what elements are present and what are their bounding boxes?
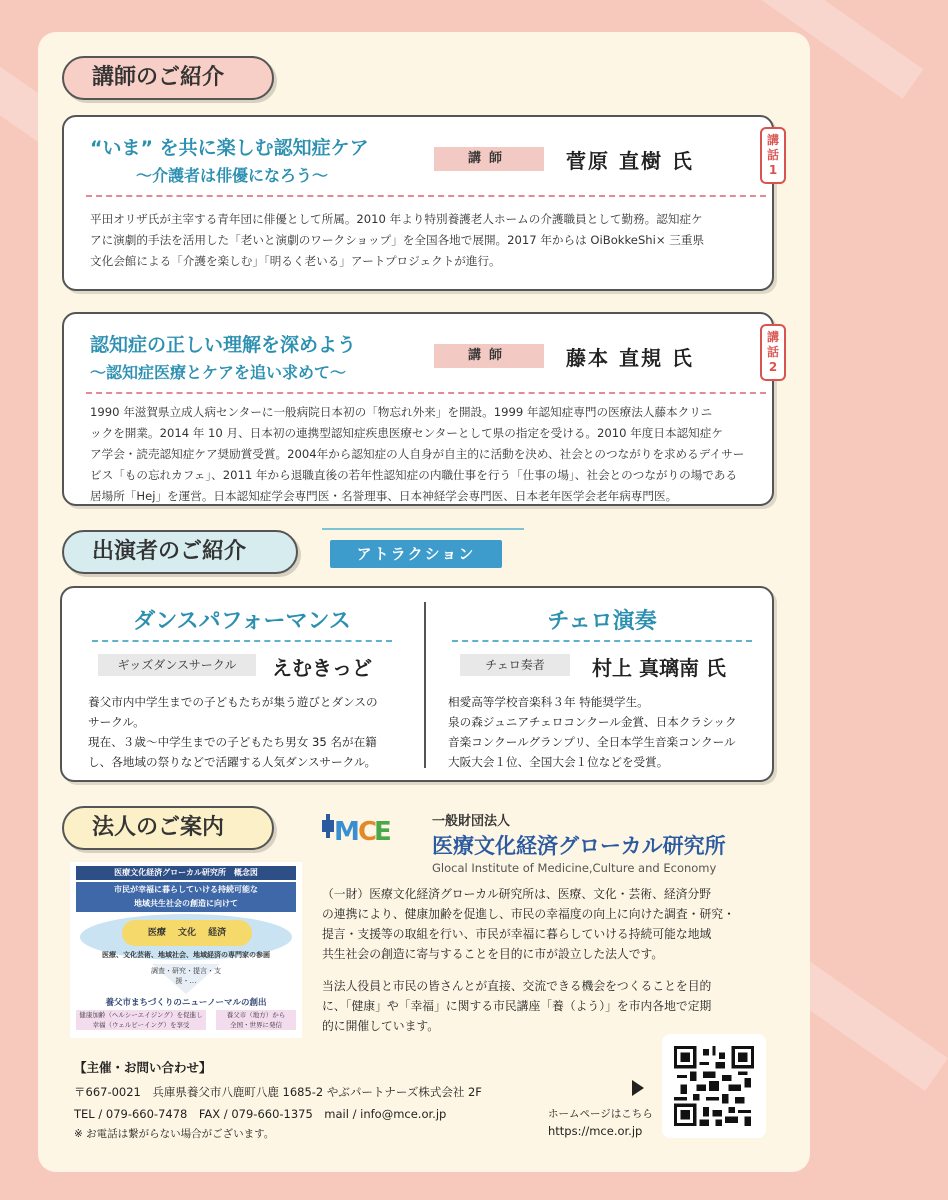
talk-title: “いま” を共に楽しむ認知症ケア <box>90 137 369 159</box>
performers-card <box>60 586 774 782</box>
diagram-box-1: 健康加齢（ヘルシーエイジング）を促進し 幸福（ウェルビーイング）を享受 <box>76 1010 206 1030</box>
svg-text:E: E <box>374 817 392 847</box>
svg-text:M: M <box>334 817 360 847</box>
lecturer-bio: 1990 年滋賀県立成人病センターに一般病院日本初の「物忘れ外来」を開設。1999 年認知症専門の医療法人藤本クリニ ックを開業。2014 年 10 月、日本初の連携型認知症疾患医療センターとして県の指定を受ける。2010 年度日本認知症ケ ア学会・読売認知症ケア奨励賞受賞。2004年から認知症の人自身が自主的に活動を決め、社会とのつながりを求めるデイサー ビス「もの忘れカフェ」、2011 年から退職直後の若年性認知症の内職仕事を行う「仕事の場」、社会とのつながりの場である 居場所「Hej」を運営。日本認知症学会専門医・名誉理事、日本神経学会専門医、日本老年医学会老年病専門医。 <box>90 405 745 503</box>
qr-code[interactable] <box>662 1034 766 1138</box>
contact-phone: TEL / 079-660-7478 FAX / 079-660-1375 mail / info@mce.or.jp <box>74 1107 447 1121</box>
contact-note: ※ お電話は繋がらない場合がございます。 <box>74 1128 275 1140</box>
attraction-line <box>322 528 524 530</box>
performance-title: ダンスパフォーマンス <box>133 609 351 634</box>
section-header-corporation <box>62 806 274 850</box>
org-description-2: 当法人役員と市民の皆さんとが直接、交流できる機会をつくることを目的 に、「健康」や「幸福」に関する市民講座「養（よう）」を市内各地で定期 的に開催しています。 <box>322 979 712 1033</box>
diagram-activities: 調査・研究・提言・支援・… <box>151 967 221 985</box>
play-arrow-icon <box>632 1080 644 1096</box>
section-header-performers <box>62 530 298 574</box>
mce-logo <box>322 806 392 850</box>
performer-description: 相愛高等学校音楽科３年 特能奨学生。 泉の森ジュニアチェロコンクール金賞、日本クラシック 音楽コンクールグランプリ、全日本学生音楽コンクール 大阪大会１位、全国大会１位などを受賞。 <box>448 695 737 769</box>
org-name: 医療文化経済グローカル研究所 <box>432 834 726 858</box>
talk-subtitle: 〜認知症医療とケアを追い求めて〜 <box>90 363 347 382</box>
section-title: 法人のご案内 <box>92 815 225 840</box>
diagram-banner: 市民が幸福に暮らしていける持続可能な 地域共生社会の創造に向けて <box>76 882 296 912</box>
role-tag: 講師 <box>434 147 544 171</box>
org-english-name: Glocal Institute of Medicine,Culture and Economy <box>432 861 717 875</box>
org-type: 一般財団法人 <box>432 814 511 829</box>
performer-tag: ギッズダンスサークル <box>98 654 256 676</box>
talk-badge: 講 話 1 <box>760 127 786 184</box>
dashed-divider <box>92 640 392 642</box>
performer-tag: チェロ奏者 <box>460 654 570 676</box>
lecturer-bio: 平田オリザ氏が主宰する青年団に俳優として所属。2010 年より特別養護老人ホームの介護職員として勤務。認知症ケ アに演劇的手法を活用した「老いと演劇のワークショップ」を全国各地で展開。2017 年からは OiBokkeShi× 三重県 文化会館による「介護を楽しむ」「明るく老いる」アートプロジェクトが進行。 <box>90 212 705 268</box>
mce-logo-icon <box>322 806 392 850</box>
qr-code-icon <box>674 1046 754 1126</box>
contact-address: 〒667-0021 兵庫県養父市八鹿町八鹿 1685-2 やぶパートナーズ株式会社 2F <box>74 1085 482 1099</box>
performance-title: チェロ演奏 <box>547 609 657 634</box>
talk-title: 認知症の正しい理解を深めよう <box>90 334 357 356</box>
talk-subtitle: 〜介護者は俳優になろう〜 <box>136 166 329 185</box>
talk-badge: 講 話 2 <box>760 324 786 381</box>
talk-card-1 <box>62 115 779 291</box>
performer-name: 村上 真璃南 氏 <box>592 656 726 680</box>
performer-description: 養父市内中学生までの子どもたちが集う遊びとダンスの サークル。 現在、３歳〜中学生までの子どもたち男女 35 名が在籍 し、各地域の祭りなどで活躍する人気ダンスサークル。 <box>88 695 378 769</box>
org-description-1: （一財）医療文化経済グローカル研究所は、医療、文化・芸術、経済分野 の連携により、健康加齢を促進し、市民の幸福度の向上に向けた調査・研究・ 提言・支援等の取組を行い、市民が幸福に暮らしていける持続可能な地域 共生社会の創造に寄与することを目的に市が設立した法人です。 <box>322 887 735 961</box>
performer-name: えむきっど <box>272 656 372 680</box>
attraction-tag: アトラクション <box>330 540 502 568</box>
role-tag: 講師 <box>434 344 544 368</box>
contact-heading: 【主催・お問い合わせ】 <box>74 1060 212 1075</box>
talk-card-2 <box>62 312 779 506</box>
homepage-link[interactable]: https://mce.or.jp <box>548 1124 643 1138</box>
section-title: 講師のご紹介 <box>92 65 225 90</box>
diagram-circles: 医療 文化 経済 <box>122 920 252 946</box>
section-header-lecturers <box>62 56 274 100</box>
diagram-experts: 医療、文化芸術、地域社会、地域経済の専門家の参画 <box>102 951 270 959</box>
diagram-box-2: 養父市（地方）から 全国・世界に発信 <box>216 1010 296 1030</box>
lecturer-name: 菅原 直樹 氏 <box>566 149 694 173</box>
homepage-label: ホームページはこちら <box>548 1108 653 1120</box>
diagram-title: 医療文化経済グローカル研究所 概念図 <box>76 866 296 880</box>
diagram-bottom: 養父市まちづくりのニューノーマルの創出 <box>105 998 267 1008</box>
dashed-divider <box>86 392 766 394</box>
svg-text:C: C <box>358 817 378 847</box>
column-divider <box>424 602 426 768</box>
dashed-divider <box>452 640 752 642</box>
concept-diagram <box>70 862 302 1038</box>
dashed-divider <box>86 195 766 197</box>
section-title: 出演者のご紹介 <box>92 539 247 564</box>
lecturer-name: 藤本 直規 氏 <box>566 346 694 370</box>
